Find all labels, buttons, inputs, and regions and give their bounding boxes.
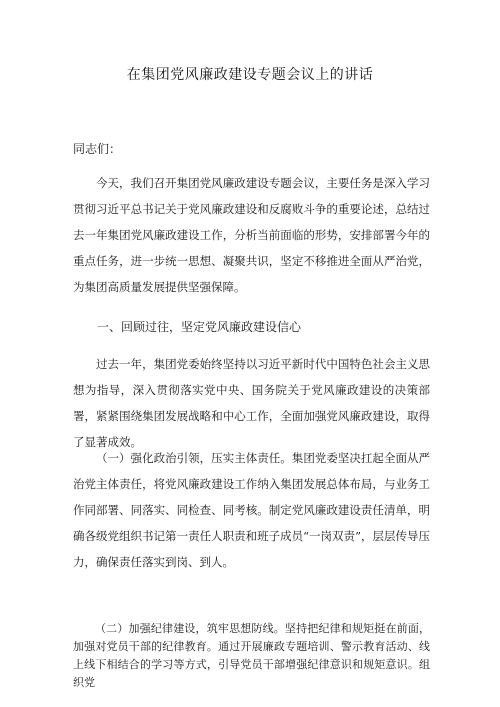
paragraph-intro: 今天，我们召开集团党风廉政建设专题会议，主要任务是深入学习贯彻习近平总书记关于党风廉政建设和反腐败斗争的重要论述，总结过去一年集团党风廉政建设工作，分析当前面临的形势，安排部署今年的重点任务，进一步统一思想、凝聚共识，坚定不移推进全面从严治党，为集团高质量发展提供坚强保障。 (73, 176, 430, 294)
paragraph-item-1: （一）强化政治引领，压实主体责任。集团党委坚决扛起全面从严治党主体责任，将党风廉政建设工作纳入集团发展总体布局，与业务工作同部署、同落实、同检查、同考核。制定党风廉政建设责任清单，明确各级党组织书记第一责任人职责和班子成员“一岗双责”，层层传导压力，确保责任落实到岗、到人。 (73, 451, 430, 569)
salutation: 同志们： (73, 142, 122, 156)
paragraph-review: 过去一年，集团党委始终坚持以习近平新时代中国特色社会主义思想为指导，深入贯彻落实党中央、国务院关于党风廉政建设的决策部署，紧紧围绕集团发展战略和中心工作，全面加强党风廉政建设，取得了显著成效。 (73, 357, 430, 449)
paragraph-item-2: （二）加强纪律建设，筑牢思想防线。坚持把纪律和规矩挺在前面，加强对党员干部的纪律教育。通过开展廉政专题培训、警示教育活动、线上线下相结合的学习等方式，引导党员干部增强纪律意识和规矩意识。组织党 (73, 622, 430, 689)
section-heading: 一、回顾过往，坚定党风廉政建设信心 (97, 320, 302, 334)
document-title: 在集团党风廉政建设专题会议上的讲话 (126, 67, 374, 83)
